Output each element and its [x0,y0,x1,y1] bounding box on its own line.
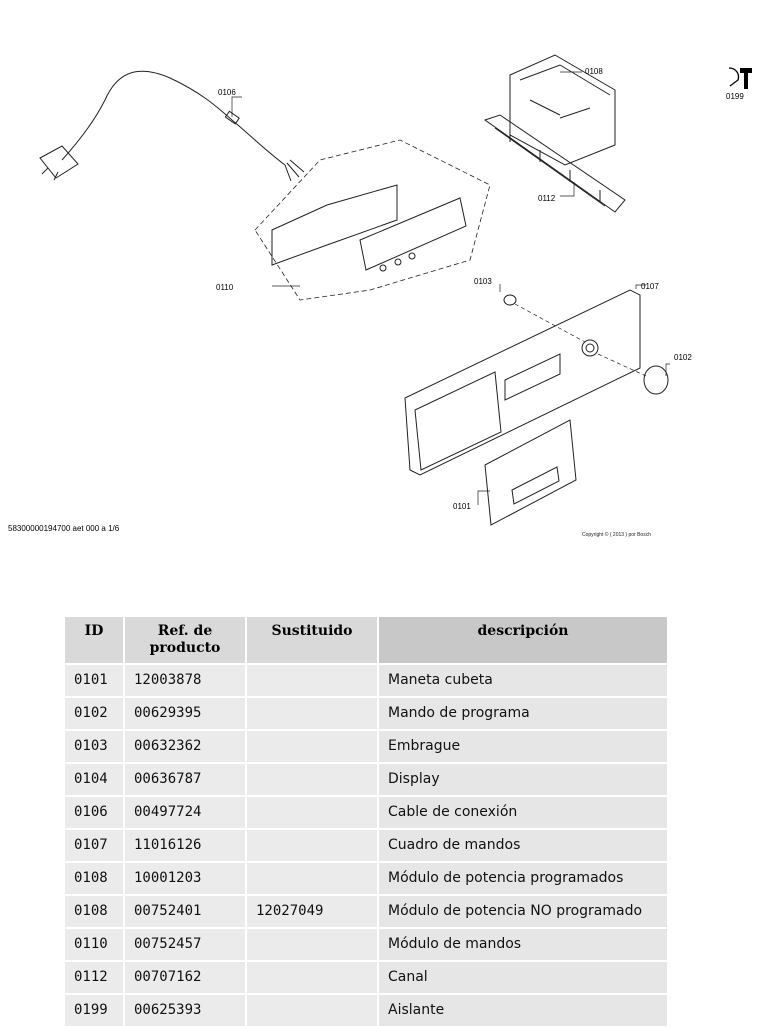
cell-substituted [247,764,377,795]
cell-ref[interactable]: 00752457 [125,929,245,960]
parts-table [63,615,669,1028]
drawer-handle [485,420,576,525]
cell-description: Maneta cubeta [379,665,667,696]
label-0102: 0102 [674,353,692,362]
table-header-row [65,617,667,663]
cell-ref[interactable]: 12003878 [125,665,245,696]
tool-label: 0199 [726,92,744,101]
label-0112: 0112 [538,194,556,203]
cell-description: Módulo de mandos [379,929,667,960]
cell-id: 0107 [65,830,123,861]
cell-id: 0108 [65,863,123,894]
cell-substituted[interactable]: 12027049 [247,896,377,927]
cell-ref[interactable]: 00632362 [125,731,245,762]
cell-ref[interactable]: 00625393 [125,995,245,1026]
cell-id: 0102 [65,698,123,729]
table-row [65,797,667,828]
cell-description: Embrague [379,731,667,762]
cell-ref[interactable]: 00752401 [125,896,245,927]
plug [40,146,78,178]
cell-substituted [247,929,377,960]
cell-description: Canal [379,962,667,993]
cell-description: Módulo de potencia programados [379,863,667,894]
cell-ref[interactable]: 00629395 [125,698,245,729]
cell-description: Cable de conexión [379,797,667,828]
cell-id: 0112 [65,962,123,993]
header-substituted: Sustituido [247,617,377,663]
cell-description: Display [379,764,667,795]
power-cable [62,71,285,165]
header-id: ID [65,617,123,663]
cell-id: 0108 [65,896,123,927]
cell-id: 0106 [65,797,123,828]
cell-description: Mando de programa [379,698,667,729]
cell-substituted [247,698,377,729]
label-0101: 0101 [453,502,471,511]
label-0110: 0110 [216,283,234,292]
table-row [65,929,667,960]
cell-id: 0199 [65,995,123,1026]
cell-substituted [247,995,377,1026]
cell-description: Aislante [379,995,667,1026]
cell-ref[interactable]: 11016126 [125,830,245,861]
cell-id: 0110 [65,929,123,960]
table-row [65,896,667,927]
clutch [504,295,516,305]
cell-ref[interactable]: 00636787 [125,764,245,795]
cell-description: Módulo de potencia NO programado [379,896,667,927]
table-row [65,764,667,795]
header-description: descripción [379,617,667,663]
label-0106: 0106 [218,88,236,97]
table-row [65,665,667,696]
table-row [65,830,667,861]
cell-substituted [247,731,377,762]
label-0103: 0103 [474,277,492,286]
cell-id: 0103 [65,731,123,762]
control-module-group [255,140,490,300]
table-row [65,962,667,993]
control-panel [405,290,640,475]
table-row [65,731,667,762]
table-row [65,698,667,729]
copyright-notice: Copyright © ( 2013 ) por Bosch [582,532,651,538]
label-0108: 0108 [585,67,603,76]
table-row [65,995,667,1026]
table-row [65,863,667,894]
cell-ref[interactable]: 00497724 [125,797,245,828]
cell-description: Cuadro de mandos [379,830,667,861]
wrench-icon [726,64,756,92]
tool-reference [726,64,756,104]
cell-substituted [247,863,377,894]
cell-ref[interactable]: 10001203 [125,863,245,894]
cell-id: 0104 [65,764,123,795]
cell-substituted [247,797,377,828]
document-id: 58300000194700 aet 000 a 1/6 [8,524,120,533]
cell-id: 0101 [65,665,123,696]
program-knob [644,366,668,394]
label-0107: 0107 [641,282,659,291]
cell-ref[interactable]: 00707162 [125,962,245,993]
cell-substituted [247,962,377,993]
cell-substituted [247,665,377,696]
cell-substituted [247,830,377,861]
header-ref: Ref. de producto [125,617,245,663]
